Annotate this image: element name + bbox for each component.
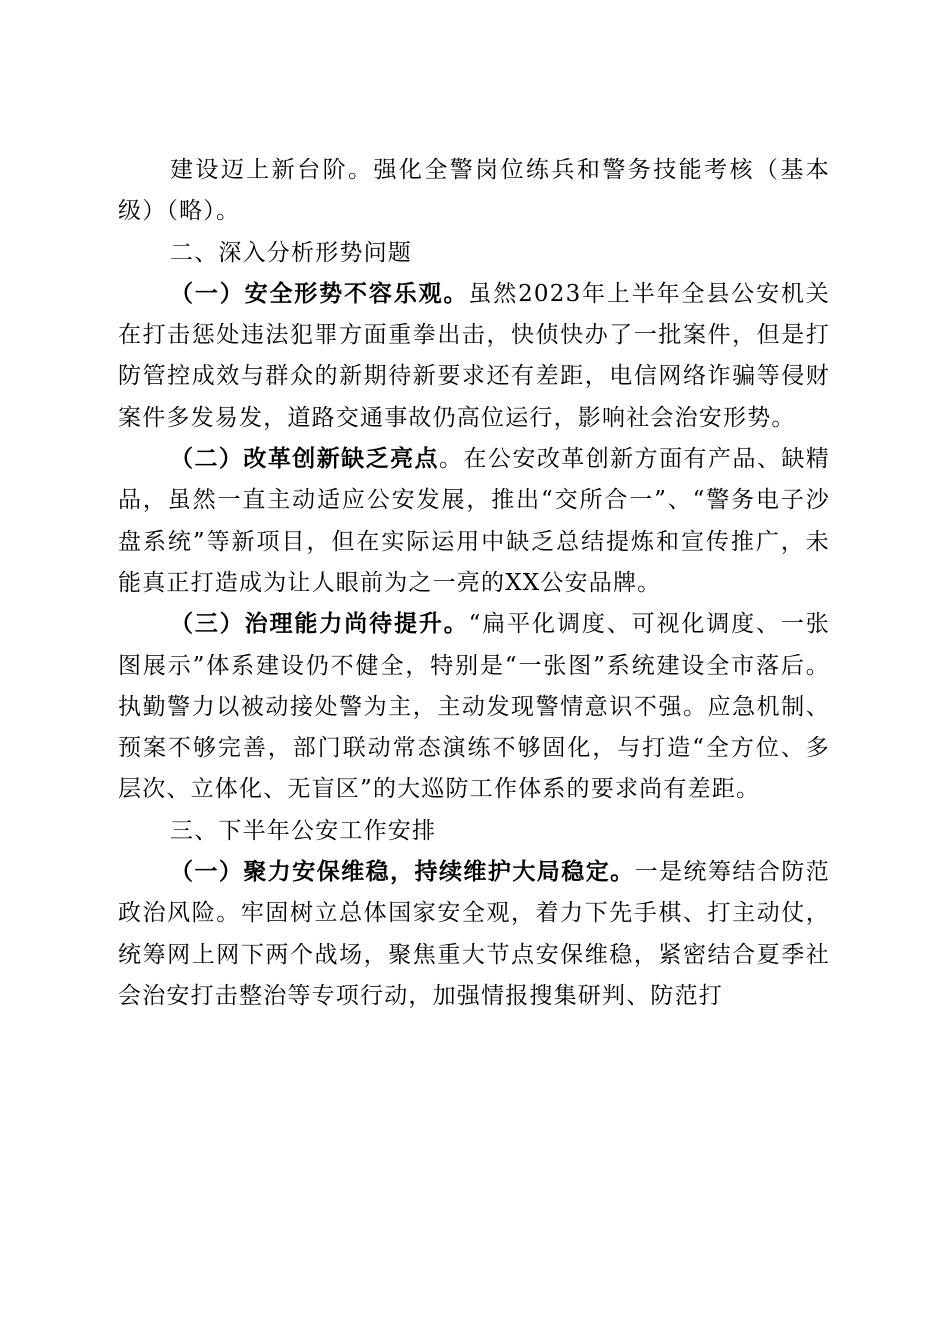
paragraph-continuation	[118, 150, 830, 233]
heading-text: 三、下半年公安工作安排	[170, 817, 437, 844]
paragraph-lead: （三）治理能力尚待提升。	[170, 611, 469, 638]
paragraph-lead: （二）改革创新缺乏亮点	[170, 446, 439, 473]
document-page	[118, 150, 830, 1017]
paragraph-text: 。在公安改革创新方面有产品、缺精品，虽然一直主动适应公安发展，推出“交所合一”、“警务电子沙盘系统”等新项目，但在实际运用中缺乏总结提炼和宣传推广，未能真正打造成为让人眼前为之一亮的XX公安品牌。	[118, 446, 831, 596]
paragraph-text: 虽然2023年上半年全县公安机关在打击惩处违法犯罪方面重拳出击，快侦快办了一批案件，但是打防管控成效与群众的新期待新要求还有差距，电信网络诈骗等侵财案件多发易发，道路交通事故仍高位运行，影响社会治安形势。	[118, 280, 831, 431]
paragraph-security-stability	[118, 852, 830, 1017]
paragraph-text: “扁平化调度、可视化调度、一张图展示”体系建设仍不健全，特别是“一张图”系统建设全市落后。执勤警力以被动接处警为主，主动发现警情意识不强。应急机制、预案不够完善，部门联动常态演练不够固化，与打造“全方位、多层次、立体化、无盲区”的大巡防工作体系的要求尚有差距。	[118, 611, 830, 803]
heading-text: 二、深入分析形势问题	[170, 239, 412, 266]
paragraph-reform-innovation	[118, 439, 830, 604]
paragraph-lead: （一）聚力安保维稳，持续维护大局稳定。	[170, 859, 635, 886]
paragraph-safety-situation	[118, 274, 830, 439]
paragraph-text: 一是统筹结合防范政治风险。牢固树立总体国家安全观，着力下先手棋、打主动仗，统筹网上网下两个战场，聚焦重大节点安保维稳，紧密结合夏季社会治安打击整治等专项行动，加强情报搜集研判、防范打	[118, 859, 830, 1009]
paragraph-text: 建设迈上新台阶。强化全警岗位练兵和警务技能考核（基本级）（略）。	[118, 157, 830, 225]
paragraph-governance-capacity	[118, 604, 830, 810]
paragraph-lead: （一）安全形势不容乐观。	[170, 280, 469, 307]
section-heading-3	[118, 811, 830, 852]
section-heading-2	[118, 233, 830, 274]
